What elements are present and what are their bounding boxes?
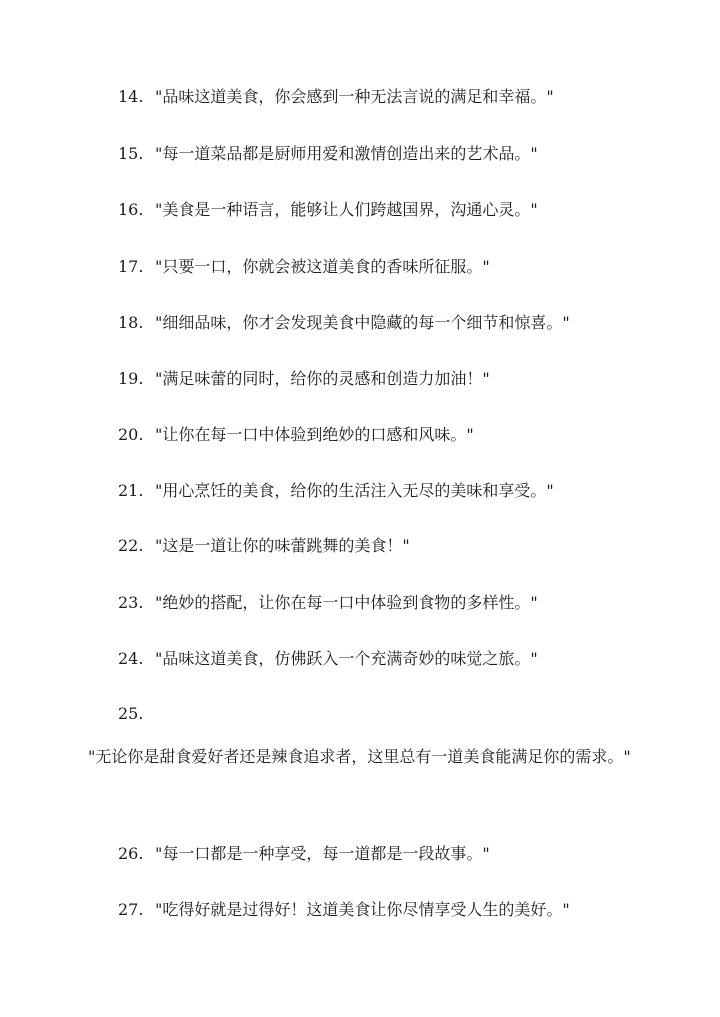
item-number: 27. xyxy=(118,900,144,919)
item-number: 19. xyxy=(118,369,144,388)
item-text: "品味这道美食，你会感到一种无法言说的满足和幸福。" xyxy=(155,87,554,106)
item-text: "这是一道让你的味蕾跳舞的美食！" xyxy=(155,536,410,555)
item-text: "美食是一种语言，能够让人们跨越国界，沟通心灵。" xyxy=(155,200,538,219)
item-text: "每一道菜品都是厨师用爱和激情创造出来的艺术品。" xyxy=(155,144,538,163)
item-text: "吃得好就是过得好！这道美食让你尽情享受人生的美好。" xyxy=(155,900,570,919)
item-number: 15. xyxy=(118,144,144,163)
item-number: 23. xyxy=(118,593,144,612)
item-text: "每一口都是一种享受，每一道都是一段故事。" xyxy=(155,844,490,863)
item-text: "细细品味，你才会发现美食中隐藏的每一个细节和惊喜。" xyxy=(155,313,570,332)
item-text-wrapped: "无论你是甜食爱好者还是辣食追求者，这里总有一道美食能满足你的需求。" xyxy=(88,747,631,766)
item-text: "绝妙的搭配，让你在每一口中体验到食物的多样性。" xyxy=(155,593,538,612)
item-number: 14. xyxy=(118,87,144,106)
item-text: "用心烹饪的美食，给你的生活注入无尽的美味和享受。" xyxy=(155,481,554,500)
item-number: 24. xyxy=(118,649,144,668)
item-number: 25. xyxy=(118,704,144,723)
item-text: "品味这道美食，仿佛跃入一个充满奇妙的味觉之旅。" xyxy=(155,649,538,668)
item-number: 26. xyxy=(118,844,144,863)
item-text: "只要一口，你就会被这道美食的香味所征服。" xyxy=(155,257,490,276)
item-number: 22. xyxy=(118,536,144,555)
item-text: "让你在每一口中体验到绝妙的口感和风味。" xyxy=(155,425,474,444)
item-text: "满足味蕾的同时，给你的灵感和创造力加油！" xyxy=(155,369,490,388)
item-number: 21. xyxy=(118,481,144,500)
item-number: 17. xyxy=(118,257,144,276)
item-number: 16. xyxy=(118,200,144,219)
item-number: 20. xyxy=(118,425,144,444)
item-number: 18. xyxy=(118,313,144,332)
